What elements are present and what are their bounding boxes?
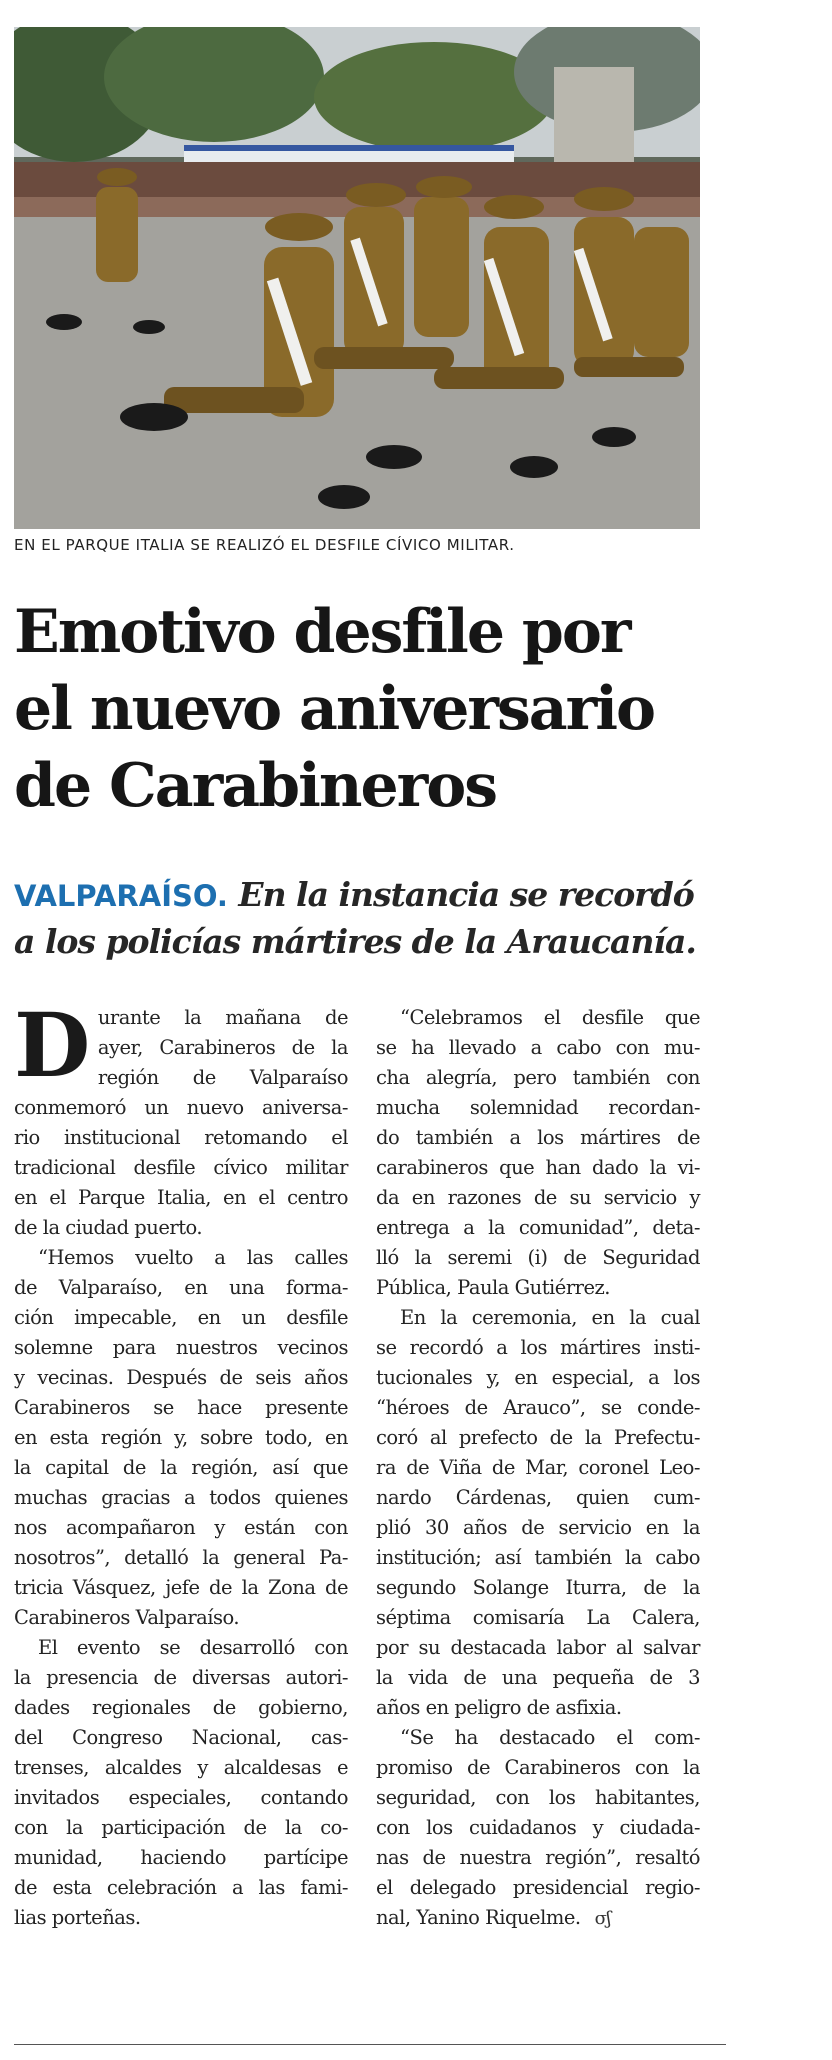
text-line: “Hemos vuelto a las calles	[38, 1246, 348, 1269]
text-line: se ha llevado a cabo con mu-	[376, 1036, 700, 1059]
text-line: “héroes de Arauco”, se conde-	[376, 1396, 700, 1419]
text-line: nos acompañaron y están con	[14, 1516, 348, 1539]
deck	[14, 872, 734, 965]
text-line: nal, Yanino Riquelme.	[376, 1906, 581, 1929]
text-line: la vida de una pequeña de 3	[376, 1666, 700, 1689]
text-line: dades regionales de gobierno,	[14, 1696, 348, 1719]
text-line: Carabineros Valparaíso.	[14, 1606, 240, 1629]
text-line: en esta región y, sobre todo, en	[14, 1426, 348, 1449]
text-line: con los cuidadanos y ciudada-	[376, 1816, 700, 1839]
text-line: “Se ha destacado el com-	[400, 1726, 700, 1749]
text-line: do también a los mártires de	[376, 1126, 700, 1149]
deck-text-2: a los policías mártires de la Araucanía.	[14, 922, 696, 961]
paragraph	[14, 1633, 348, 1933]
text-line: ción impecable, en un desfile	[14, 1306, 348, 1329]
text-line: séptima comisaría La Calera,	[376, 1606, 700, 1629]
text-line: de la ciudad puerto.	[14, 1216, 203, 1239]
deck-line-1	[14, 872, 734, 919]
text-line: de esta celebración a las fami-	[14, 1876, 348, 1899]
text-line: En la ceremonia, en la cual	[400, 1306, 700, 1329]
text-line: munidad, haciendo partícipe	[14, 1846, 348, 1869]
text-line: de Valparaíso, en una forma-	[14, 1276, 348, 1299]
paragraph	[376, 1003, 700, 1303]
article-column-left	[14, 993, 348, 1933]
text-line: Carabineros se hace presente	[14, 1396, 348, 1419]
text-line: ayer, Carabineros de la	[97, 1036, 348, 1059]
marching-carabineros-illustration	[14, 27, 700, 529]
text-line: plió 30 años de servicio en la	[376, 1516, 700, 1539]
deck-text-1: En la instancia se recordó	[238, 875, 694, 914]
text-line: nardo Cárdenas, quien cum-	[376, 1486, 700, 1509]
parade-photo	[14, 27, 700, 529]
text-line: promiso de Carabineros con la	[376, 1756, 700, 1779]
text-line: carabineros que han dado la vi-	[376, 1156, 700, 1179]
text-line: urante la mañana de	[97, 1006, 348, 1029]
text-line: rio institucional retomando el	[14, 1126, 348, 1149]
paragraph	[376, 1303, 700, 1723]
text-line: y vecinas. Después de seis años	[14, 1366, 348, 1389]
text-line: cha alegría, pero también con	[376, 1066, 700, 1089]
text-line: ra de Viña de Mar, coronel Leo-	[376, 1456, 700, 1479]
text-line: mucha solemnidad recordan-	[376, 1096, 700, 1119]
text-line: invitados especiales, contando	[14, 1786, 348, 1809]
text-line: tricia Vásquez, jefe de la Zona de	[14, 1576, 348, 1599]
text-line: se recordó a los mártires insti-	[376, 1336, 700, 1359]
text-line: institución; así también la cabo	[376, 1546, 700, 1569]
text-line: trenses, alcaldes y alcaldesas e	[14, 1756, 348, 1779]
text-line: lló la seremi (i) de Seguridad	[376, 1246, 700, 1269]
text-line: Pública, Paula Gutiérrez.	[376, 1276, 610, 1299]
text-line: el delegado presidencial regio-	[376, 1876, 700, 1899]
photo-caption: EN EL PARQUE ITALIA SE REALIZÓ EL DESFILE CÍVICO MILITAR.	[14, 536, 515, 554]
text-line: la presencia de diversas autori-	[14, 1666, 348, 1689]
headline-line: el nuevo aniversario	[14, 674, 655, 744]
end-of-article-icon: σʃ	[594, 1908, 611, 1929]
bottom-rule	[14, 2044, 726, 2045]
text-line: da en razones de su servicio y	[376, 1186, 700, 1209]
text-line: región de Valparaíso	[97, 1066, 348, 1089]
text-line: años en peligro de asfixia.	[376, 1696, 622, 1719]
drop-cap: D	[14, 993, 90, 1097]
text-line: con la participación de la co-	[14, 1816, 348, 1839]
article-column-right	[376, 1003, 700, 1934]
text-line: nas de nuestra región”, resaltó	[376, 1846, 700, 1869]
text-line: del Congreso Nacional, cas-	[14, 1726, 348, 1749]
last-line-wrap	[376, 1903, 700, 1934]
text-line: solemne para nuestros vecinos	[14, 1336, 348, 1359]
text-line: nosotros”, detalló la general Pa-	[14, 1546, 348, 1569]
text-line: coró al prefecto de la Prefectu-	[376, 1426, 700, 1449]
text-line: por su destacada labor al salvar	[376, 1636, 700, 1659]
text-line: en el Parque Italia, en el centro	[14, 1186, 348, 1209]
dateline-kicker: VALPARAÍSO.	[14, 879, 228, 913]
text-line: “Celebramos el desfile que	[400, 1006, 700, 1029]
text-line: muchas gracias a todos quienes	[14, 1486, 348, 1509]
text-line: El evento se desarrolló con	[38, 1636, 348, 1659]
headline-line: Emotivo desfile por	[14, 597, 630, 667]
paragraph	[376, 1723, 700, 1934]
text-line: segundo Solange Iturra, de la	[376, 1576, 700, 1599]
text-line: tradicional desfile cívico militar	[14, 1156, 348, 1179]
text-line: tucionales y, en especial, a los	[376, 1366, 700, 1389]
paragraph	[14, 1243, 348, 1633]
text-line: seguridad, con los habitantes,	[376, 1786, 700, 1809]
headline	[14, 594, 734, 825]
text-line: entrega a la comunidad”, deta-	[376, 1216, 700, 1239]
headline-line: de Carabineros	[14, 751, 497, 821]
text-line: conmemoró un nuevo aniversa-	[14, 1096, 348, 1119]
text-line: la capital de la región, así que	[14, 1456, 348, 1479]
text-line: lias porteñas.	[14, 1906, 141, 1929]
